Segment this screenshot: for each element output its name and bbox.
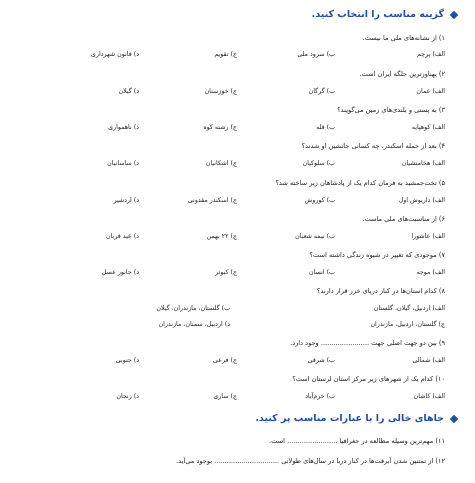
option: الف) شمالی [412,357,445,364]
question-stem: ۴) بعد از حمله اسکندر، چه کسانی جانشین او شدند؟ [301,142,445,150]
option: د) اردبیل، سمنان، مازندران [158,321,230,328]
option: د) ناهمواری [108,124,139,131]
option: ج) رشته کوه [203,124,237,131]
option: ب) انسان [308,269,335,276]
option: الف) کاشان [413,393,445,400]
option: ج) اشکانیان [205,160,237,167]
fill-blank-item: ۱۱) مهم‌ترین وسیله مطالعه در جغرافیا ........................ است. [269,437,445,445]
option: الف) اردبیل، گیلان، گلستان [373,305,445,312]
option: د) جانور عسل [101,269,139,276]
option: د) ساسانیان [107,160,139,167]
option: الف) عاشورا [411,233,445,240]
option: ب) گلستان، مازندران، گیلان [156,305,230,312]
option: ب) سرود ملی [297,51,335,58]
section-title-multiple-choice: گزینه مناسب را انتخاب کنید. [312,9,457,20]
question-stem: ۱) از نشانه‌های ملی ما نیست. [362,34,445,42]
option: ب) سلوکیان [302,160,335,167]
option: د) گیلان [118,88,139,95]
option: ب) گرگان [308,88,335,95]
option: ب) خرم‌آباد [305,393,335,400]
option: ج) خوزستان [204,88,237,95]
option: الف) عمان [416,88,445,95]
option: ب) شرقی [307,357,335,364]
question-stem: ۱۰) کدام یک از شهرهای زیر مرکز استان لرستان است؟ [292,375,445,383]
option: ج) فرعی [212,357,237,364]
option: ج) اسکندر مقدونی [187,197,237,204]
option: الف) موجه [416,269,445,276]
question-stem: ۳) به پستی و بلندی‌های زمین می‌گویند؟ [337,106,445,114]
option: د) جنوبی [115,357,139,364]
question-stem: ۷) موجودی که تغییر در شیوه زندگی داشته است؟ [309,251,445,259]
question-stem: ۸) کدام استان‌ها در کنار دریای خزر قرار دارند؟ [316,287,445,295]
question-stem: ۶) از مناسبت‌های ملی ماست. [362,215,445,223]
option: ج) ۲۲ بهمن [206,233,237,240]
question-stem: ۹) بین دو جهت اصلی جهت ....................... وجود دارد. [290,339,445,347]
section-title-fill-blanks: جاهای خالی را با عبارات مناسب پر کنید. [255,413,457,424]
option: ب) کوروش [304,197,335,204]
option: الف) پرچم [417,51,445,58]
option: الف) داریوش اول [398,197,445,204]
diamond-bullet-icon [450,414,458,422]
option: ج) کبوتر [215,269,237,276]
option: الف) هخامنشیان [401,160,445,167]
fill-blank-item: ۱۲) از تمتنین شدن آبرفت‌ها در کنار دریا در سال‌های طولانی ............................... بوجود می‌آید. [176,457,445,465]
diamond-bullet-icon [450,10,458,18]
option: ج) تقویم [214,51,237,58]
option: ج) ساری [213,393,237,400]
option: د) عید قربان [105,233,139,240]
option: ج) گلستان، اردبیل، مازندران [370,321,445,328]
option: د) اردشیر [113,197,139,204]
option: ب) قله [316,124,335,131]
option: د) قانون شهرداری [91,51,139,58]
question-stem: ۲) پهناورترین جلگه ایران است. [359,70,445,78]
question-stem: ۵) تخت‌جمشید به فرمان کدام یک از پادشاهان زیر ساخته شد؟ [275,179,445,187]
option: ب) نیمه شعبان [295,233,335,240]
option: الف) کوهپایه [411,124,445,131]
option: د) زنجان [116,393,139,400]
